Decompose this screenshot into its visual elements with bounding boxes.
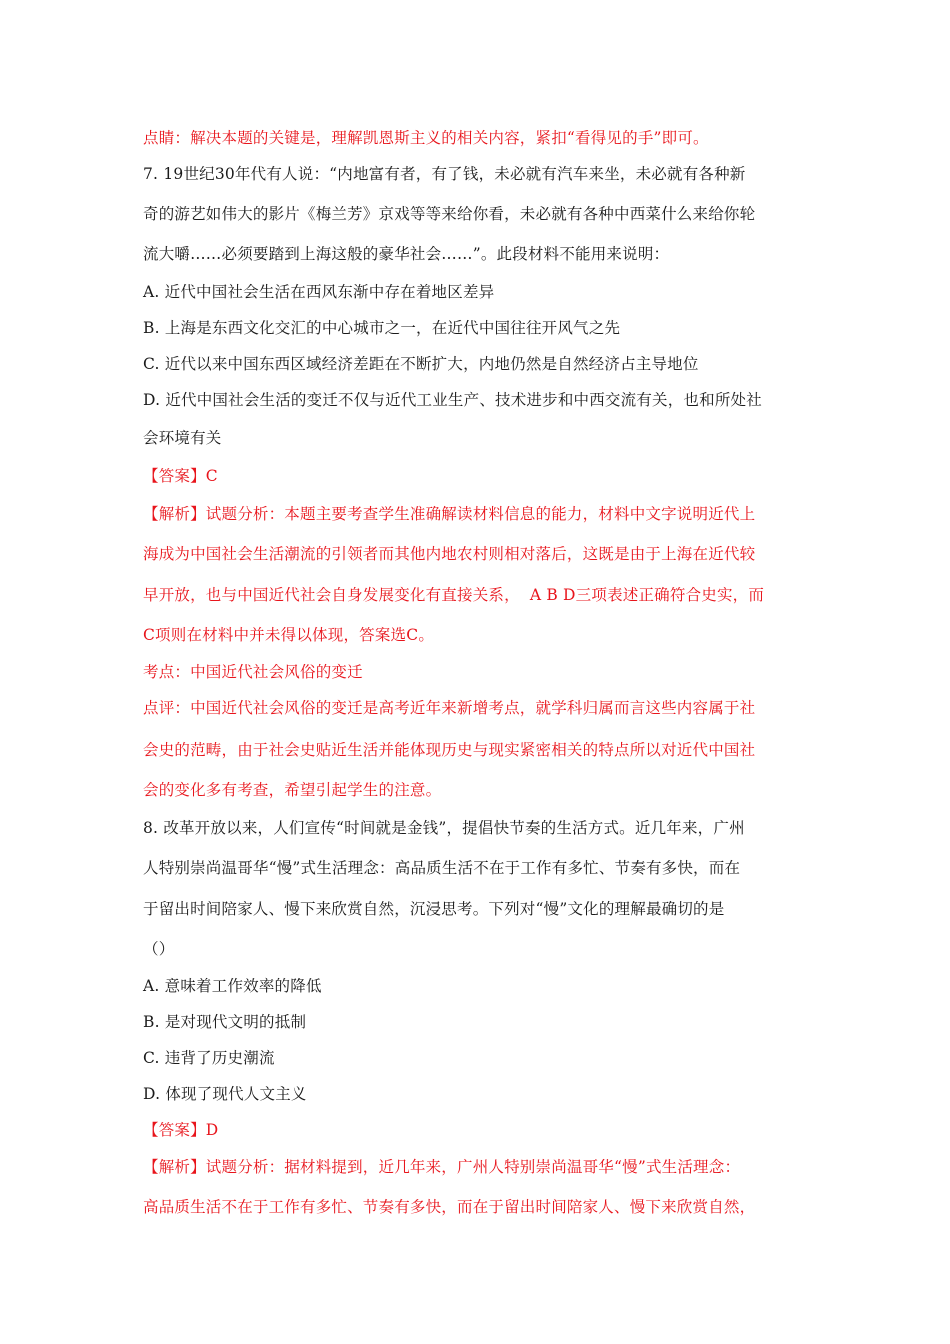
q7-comment-line-2: 会史的范畴，由于社会史贴近生活并能体现历史与现实紧密相关的特点所以对近代中国社 <box>143 741 756 759</box>
q7-comment-line-1: 点评：中国近代社会风俗的变迁是高考近年来新增考点，就学科归属而言这些内容属于社 <box>143 699 756 717</box>
q7-stem-line-1: 7. 19世纪30年代有人说：“内地富有者，有了钱，未必就有汽车来坐，未必就有各种新 <box>143 165 746 183</box>
q8-stem-line-1: 8. 改革开放以来，人们宣传“时间就是金钱”，提倡快节奏的生活方式。近几年来，广州 <box>143 819 745 837</box>
q7-analysis-line-3 <box>143 585 764 605</box>
q7-option-c: C. 近代以来中国东西区域经济差距在不断扩大，内地仍然是自然经济占主导地位 <box>143 355 699 373</box>
q8-option-c: C. 违背了历史潮流 <box>143 1049 275 1067</box>
q8-option-d: D. 体现了现代人文主义 <box>143 1085 307 1103</box>
q8-stem-line-2: 人特别崇尚温哥华“慢”式生活理念：高品质生活不在于工作有多忙、节奏有多快，而在 <box>143 859 741 877</box>
q7-kaodian: 考点：中国近代社会风俗的变迁 <box>143 663 363 681</box>
q8-stem-line-4: （） <box>143 940 175 958</box>
q7-answer: 【答案】C <box>143 467 218 485</box>
q8-analysis-line-1: 【解析】试题分析：据材料提到，近几年来，广州人特别崇尚温哥华“慢”式生活理念： <box>143 1158 741 1176</box>
top-note: 点睛：解决本题的关键是，理解凯恩斯主义的相关内容，紧扣“看得见的手”即可。 <box>143 129 709 147</box>
q7-stem-line-3: 流大嚼……必须要踏到上海这般的豪华社会……”。此段材料不能用来说明： <box>143 245 670 263</box>
q8-stem-line-3: 于留出时间陪家人、慢下来欣赏自然，沉浸思考。下列对“慢”文化的理解最确切的是 <box>143 900 725 918</box>
q8-option-b: B. 是对现代文明的抵制 <box>143 1013 307 1031</box>
q7-analysis-line-3b: A B D三项表述正确符合史实，而 <box>529 586 765 604</box>
q8-analysis-line-2: 高品质生活不在于工作有多忙、节奏有多快，而在于留出时间陪家人、慢下来欣赏自然， <box>143 1198 756 1216</box>
q7-analysis-line-3a: 早开放，也与中国近代社会自身发展变化有直接关系， <box>143 586 520 604</box>
q8-option-a: A. 意味着工作效率的降低 <box>143 977 322 995</box>
q7-option-d-line-2: 会环境有关 <box>143 429 222 447</box>
q8-answer: 【答案】D <box>143 1121 219 1139</box>
q7-analysis-line-4: C项则在材料中并未得以体现，答案选C。 <box>143 626 435 644</box>
q7-analysis-line-1: 【解析】试题分析：本题主要考查学生准确解读材料信息的能力，材料中文字说明近代上 <box>143 505 756 523</box>
q7-comment-line-3: 会的变化多有考查，希望引起学生的注意。 <box>143 781 442 799</box>
q7-analysis-line-2: 海成为中国社会生活潮流的引领者而其他内地农村则相对落后，这既是由于上海在近代较 <box>143 545 756 563</box>
q7-option-d-line-1: D. 近代中国社会生活的变迁不仅与近代工业生产、技术进步和中西交流有关，也和所处社 <box>143 391 762 409</box>
q7-option-b: B. 上海是东西文化交汇的中心城市之一，在近代中国往往开风气之先 <box>143 319 621 337</box>
q7-option-a: A. 近代中国社会生活在西风东渐中存在着地区差异 <box>143 283 495 301</box>
q7-stem-line-2: 奇的游艺如伟大的影片《梅兰芳》京戏等等来给你看，未必就有各种中西菜什么来给你轮 <box>143 205 756 223</box>
